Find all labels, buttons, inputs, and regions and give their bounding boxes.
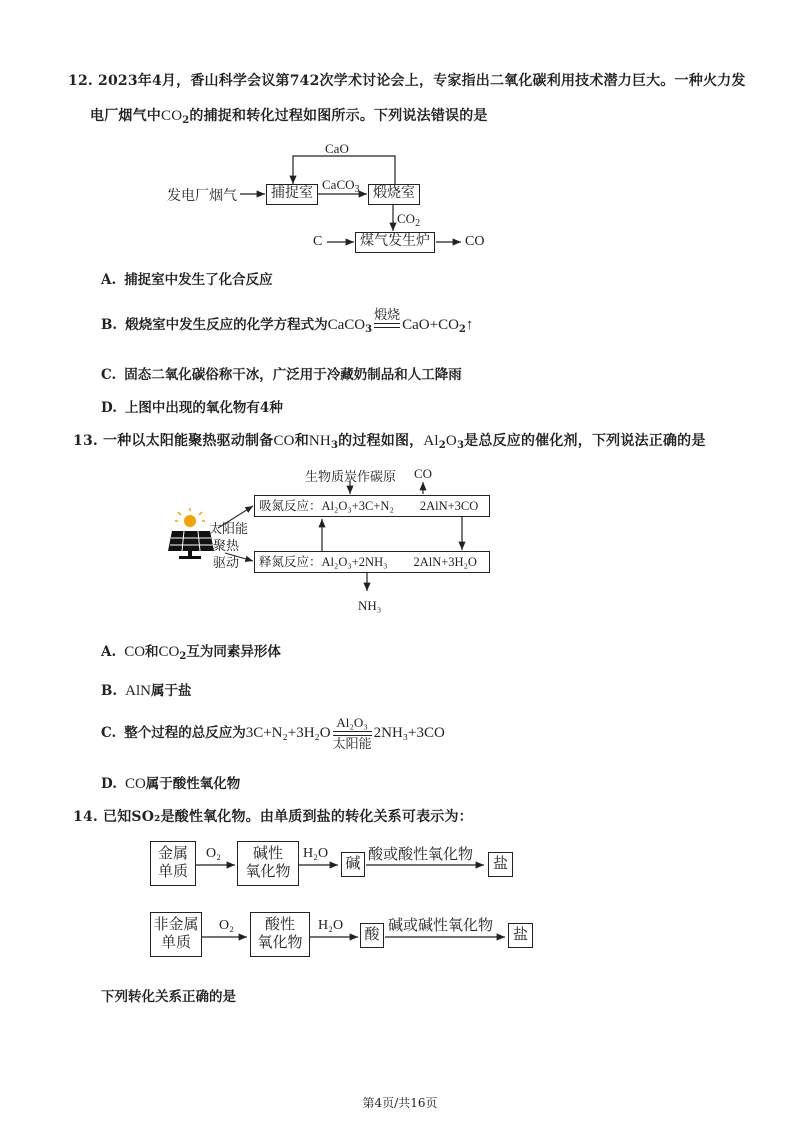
q12-co2-sub: 2 (415, 218, 421, 229)
q14-row2-acidic-oxide-l2: 氧化物 (257, 934, 303, 951)
q12-flue-gas-label: 发电厂烟气 (167, 189, 237, 204)
q14-row2-h2o-label: H₂O (318, 918, 344, 933)
q13-option-b-text: 属于盐 (150, 683, 192, 699)
q12-gas-furnace-box: 煤气发生炉 (355, 232, 435, 253)
q12-option-c-text: 固态二氧化碳俗称干冰，广泛用于冷藏奶制品和人工降雨 (124, 367, 462, 383)
q14-row1-metal-l2: 单质 (157, 863, 188, 880)
q13-nitrogen-absorb-product: 2AlN+3CO (419, 498, 479, 513)
q14-row1-metal-l1: 金属 (157, 846, 188, 863)
q13-stem-al-sub: 2 (438, 440, 446, 451)
q14-row2-acidic-oxide-box (250, 912, 310, 957)
q13-nitrogen-absorb-text: 吸氮反应：Al₂O₃+3C+N₂ (259, 498, 394, 513)
q12-option-d-text: 上图中出现的氧化物有4种 (124, 400, 283, 416)
q13-option-c-left: 3C+N₂+3H₂O (245, 725, 331, 741)
q13-focus-label: 聚热 (213, 538, 240, 553)
q12-caco3-sub: 3 (354, 184, 360, 195)
q12-stem-pre: 电厂烟气中 (90, 108, 161, 124)
q14-row2-o2-label: O₂ (219, 918, 234, 933)
q12-stem-line1: 12. 2023年4月，香山科学会议第742次学术讨论会上，专家指出二氧化碳利用技术潜力巨大。一种火力发 (68, 73, 746, 89)
q13-nitrogen-release-text: 释氮反应：Al₂O₃+2NH₃ (259, 554, 388, 569)
q13-option-a-tag: A. (101, 644, 117, 660)
q13-stem-and: 和 (294, 433, 309, 449)
q12-stem-post: 的捕捉和转化过程如图所示。下列说法错误的是 (189, 108, 488, 124)
q14-row2-salt-box: 盐 (508, 923, 533, 948)
q13-option-a-co: CO (124, 644, 146, 660)
q14-row2-nonmetal-l1: 非金属 (153, 917, 199, 934)
q12-option-a-text: 捕捉室中发生了化合反应 (124, 272, 273, 288)
q13-option-c-text: 整个过程的总反应为 (124, 725, 246, 741)
q14-row1-basic-oxide-box (237, 841, 299, 886)
q13-option-c-catalyst: Al₂O₃ (336, 715, 368, 730)
q12-option-c-tag: C. (101, 367, 117, 383)
q14-row2-acid-box: 酸 (360, 923, 384, 948)
q13-stem-al: Al (423, 433, 439, 449)
q13-stem-post: 是总反应的催化剂，下列说法正确的是 (464, 433, 706, 449)
q14-row2-base-label: 碱或碱性氧化物 (388, 918, 494, 934)
q14-row1-base-box: 碱 (341, 852, 365, 877)
q12-calcine-room-box: 煅烧室 (368, 184, 420, 205)
q14-row1-basic-oxide-l2: 氧化物 (245, 863, 291, 880)
q13-nitrogen-release-reactant: 2AlN+3H₂O (413, 554, 477, 569)
q13-option-a-co2: CO (158, 644, 180, 660)
q14-row1-h2o-label: H₂O (303, 846, 329, 861)
q12-option-b-right: CaO+CO (402, 317, 459, 333)
q12-co-label: CO (465, 234, 485, 249)
q13-option-c-energy: 太阳能 (332, 736, 372, 751)
q13-stem-co: CO (273, 433, 295, 449)
q14-row2-nonmetal-box (150, 912, 202, 957)
q13-nh3-label: NH₃ (358, 598, 382, 613)
q12-cao-label: CaO (325, 141, 349, 156)
q13-stem-nh3-sub: 3 (330, 440, 339, 451)
q13-co-label: CO (414, 466, 433, 481)
q13-option-d-tag: D. (101, 776, 117, 792)
page-footer: 第4页/共16页 (362, 1096, 438, 1110)
q13-stem-pre: 13. 一种以太阳能聚热驱动制备 (73, 433, 274, 449)
q13-drive-label: 驱动 (213, 555, 240, 570)
q13-option-b-aln: AlN (125, 683, 151, 699)
q12-option-b-right-sub: 2 (458, 324, 466, 335)
q13-option-a-and: 和 (145, 644, 159, 660)
q14-row1-basic-oxide-l1: 碱性 (252, 846, 283, 863)
q13-stem-o-sub: 3 (456, 440, 465, 451)
q12-option-b-cond-text: 煅烧 (374, 307, 401, 322)
q12-option-b-text: 煅烧室中发生反应的化学方程式为 (125, 317, 328, 333)
q14-row2-nonmetal-l2: 单质 (160, 934, 191, 951)
q12-c-label: C (313, 234, 323, 249)
q12-option-b-gas-arrow: ↑ (465, 317, 474, 333)
q13-option-a-text: 互为同素异形体 (186, 644, 281, 660)
q12-stem-co2: CO (161, 108, 183, 124)
q13-stem-o: O (445, 433, 457, 449)
q13-option-b-tag: B. (101, 683, 118, 699)
q14-stem: 14. 已知SO₂是酸性氧化物。由单质到盐的转化关系可表示为： (73, 809, 473, 825)
q13-biomass-label: 生物质炭作碳原 (305, 469, 397, 484)
q14-row1-salt-box: 盐 (488, 852, 513, 877)
q12-co2-text: CO (397, 211, 416, 226)
q12-option-b-tag: B. (101, 317, 118, 333)
q13-solar-label: 太阳能 (209, 521, 249, 536)
q12-capture-room-box: 捕捉室 (266, 184, 318, 205)
q13-stem-nh3: NH (308, 433, 331, 449)
q14-row1-o2-label: O₂ (206, 846, 221, 861)
q14-row2-acidic-oxide-l1: 酸性 (264, 917, 295, 934)
q12-stem-co2-sub: 2 (182, 115, 190, 126)
q13-option-d-co: CO (124, 776, 146, 792)
q13-stem-mid: 的过程如图， (338, 433, 424, 449)
q12-option-b-left: CaCO (327, 317, 366, 333)
q14-follow-up: 下列转化关系正确的是 (101, 989, 236, 1005)
q12-option-b-left-sub: 3 (365, 324, 373, 335)
q12-option-d-tag: D. (101, 400, 117, 416)
q12-caco3-text: CaCO (322, 177, 355, 192)
q13-option-a-co2-sub: 2 (179, 651, 187, 662)
q12-option-a-tag: A. (101, 272, 117, 288)
q13-option-c-right: 2NH₃+3CO (373, 725, 445, 741)
q13-option-d-text: 属于酸性氧化物 (145, 776, 241, 792)
q14-row1-acid-label: 酸或酸性氧化物 (368, 847, 474, 863)
q14-row1-metal-box (150, 841, 196, 886)
q13-option-c-tag: C. (101, 725, 117, 741)
